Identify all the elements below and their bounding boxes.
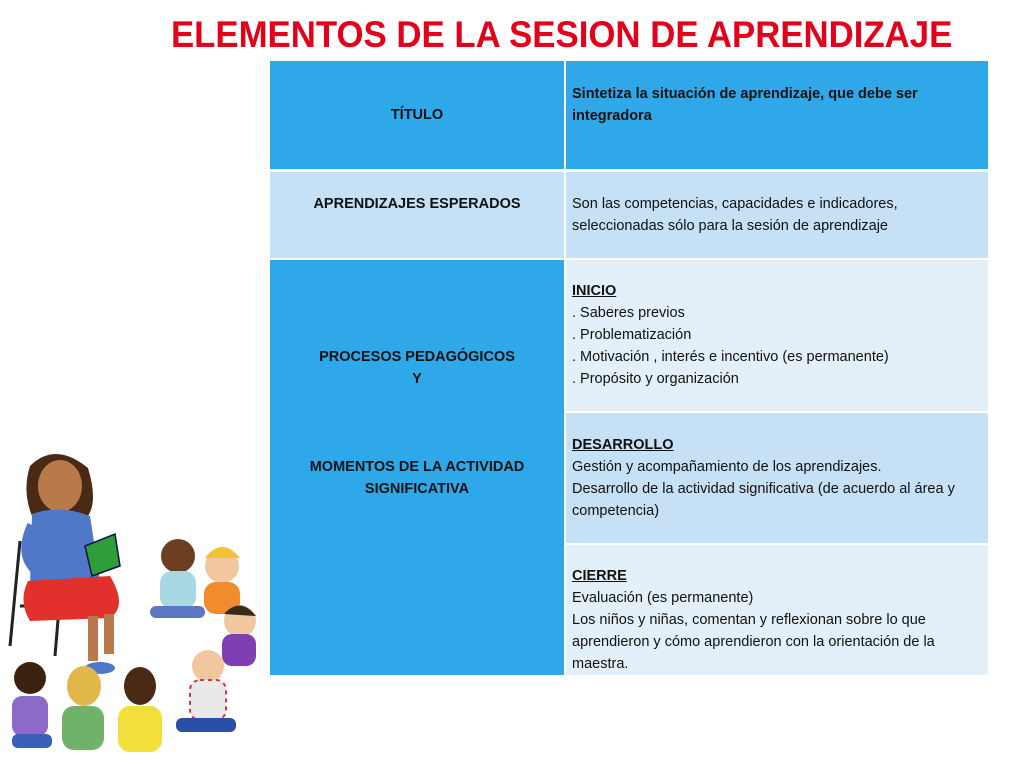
cierre-cell bbox=[566, 545, 988, 675]
inicio-item: . Propósito y organización bbox=[572, 371, 739, 387]
row-titulo-desc: Sintetiza la situación de aprendizaje, que debe ser integradora bbox=[566, 61, 988, 169]
page-title: ELEMENTOS DE LA SESION DE APRENDIZAJE bbox=[171, 14, 953, 55]
procesos-label-line2: Y bbox=[412, 371, 422, 387]
inicio-item: . Problematización bbox=[572, 327, 692, 343]
cierre-item: Los niños y niñas, comentan y reflexionan sobre lo que aprendieron y cómo aprendieron con la orientación de la maestra. bbox=[572, 612, 935, 672]
row-procesos-label bbox=[270, 260, 564, 675]
teacher-face bbox=[38, 460, 82, 512]
cierre-item: Evaluación (es permanente) bbox=[572, 590, 754, 606]
procesos-label-line1: PROCESOS PEDAGÓGICOS bbox=[319, 349, 515, 365]
inicio-item: . Saberes previos bbox=[572, 305, 685, 321]
desarrollo-cell bbox=[566, 413, 988, 543]
inicio-heading: INICIO bbox=[572, 283, 617, 299]
child-6 bbox=[62, 666, 104, 750]
row-aprendizajes-label: APRENDIZAJES ESPERADOS bbox=[270, 172, 564, 258]
row-aprendizajes-desc: Son las competencias, capacidades e indicadores, seleccionadas sólo para la sesión de aprendizaje bbox=[566, 172, 988, 258]
procesos-label-line3: MOMENTOS DE LA ACTIVIDAD SIGNIFICATIVA bbox=[309, 459, 525, 497]
child-2 bbox=[204, 547, 240, 614]
inicio-cell bbox=[566, 260, 988, 411]
child-1 bbox=[150, 539, 205, 618]
row-titulo-label: TÍTULO bbox=[270, 61, 564, 169]
desarrollo-heading: DESARROLLO bbox=[572, 437, 674, 453]
inicio-item: . Motivación , interés e incentivo (es permanente) bbox=[572, 349, 889, 365]
desarrollo-item: Desarrollo de la actividad significativa (de acuerdo al área y competencia) bbox=[572, 481, 955, 519]
session-elements-table bbox=[270, 61, 988, 675]
desarrollo-item: Gestión y acompañamiento de los aprendizajes. bbox=[572, 459, 882, 475]
child-7 bbox=[118, 667, 162, 752]
child-3 bbox=[222, 605, 256, 666]
child-5 bbox=[12, 662, 52, 748]
teacher-reading-illustration bbox=[0, 446, 268, 768]
cierre-heading: CIERRE bbox=[572, 568, 627, 584]
